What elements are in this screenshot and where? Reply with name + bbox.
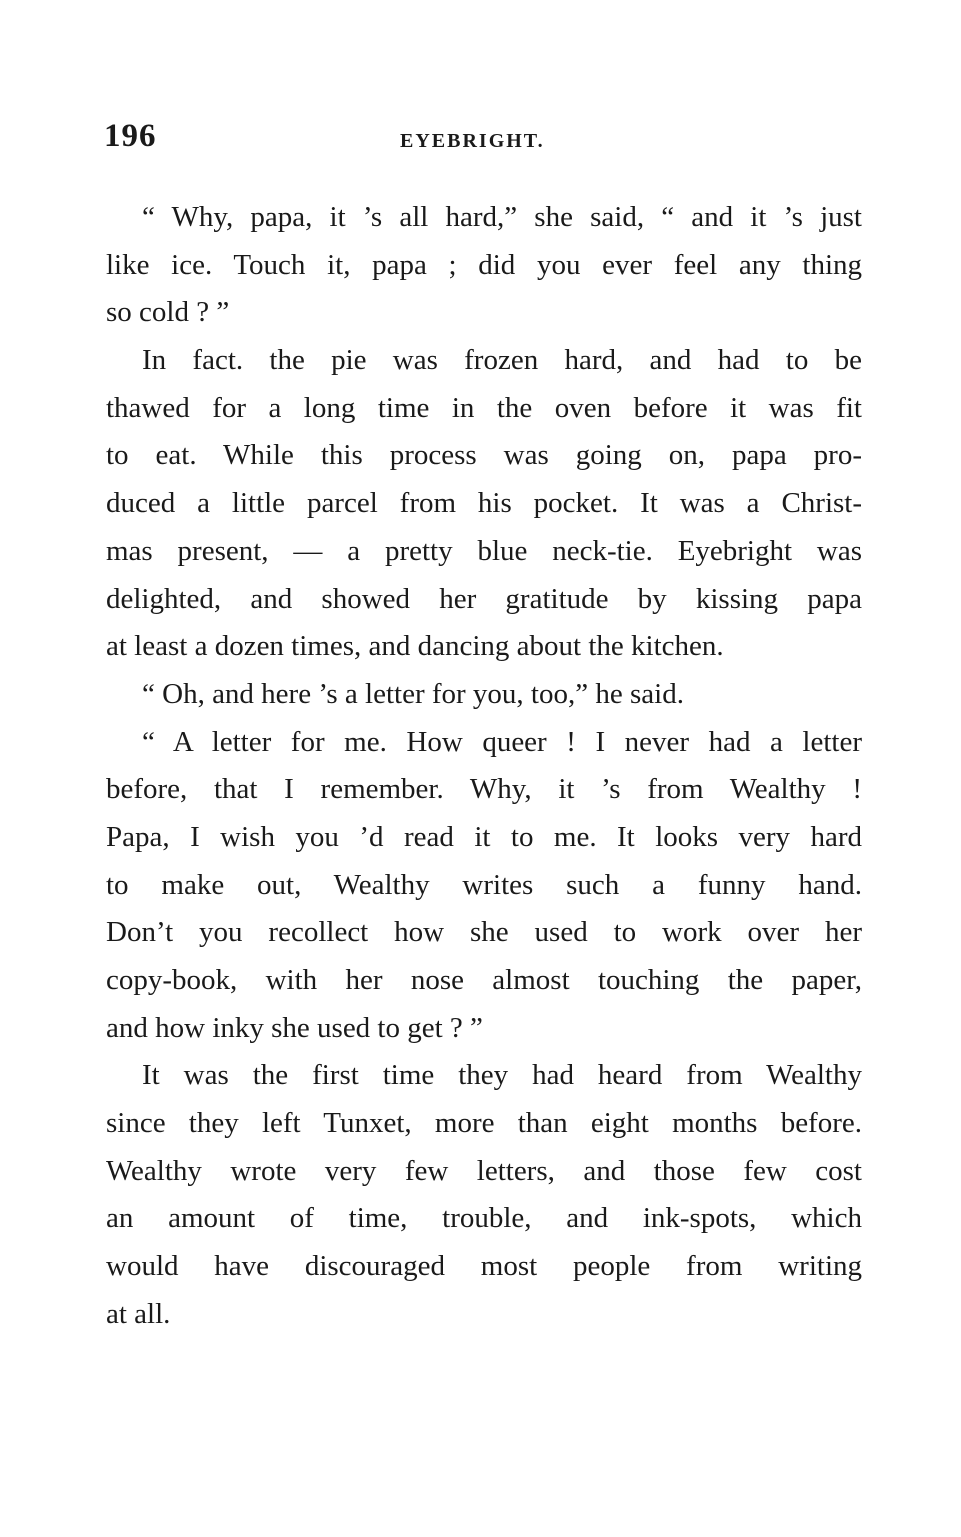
- text-line: In fact. the pie was frozen hard, and had to be: [142, 344, 862, 377]
- text-line: “ A letter for me. How queer ! I never had a letter: [142, 725, 862, 758]
- text-line: Papa, I wish you ’d read it to me. It looks very hard: [106, 820, 862, 853]
- page-number: 196: [104, 118, 157, 154]
- text-line: and how inky she used to get ? ”: [106, 1011, 483, 1044]
- body-text: [106, 194, 862, 1339]
- text-line: Wealthy wrote very few letters, and those few cost: [106, 1154, 862, 1187]
- text-line: “ Why, papa, it ’s all hard,” she said, “ and it ’s just: [142, 201, 862, 233]
- text-line: at all.: [106, 1297, 171, 1330]
- page-header: [104, 118, 864, 162]
- text-line: before, that I remember. Why, it ’s from Wealthy !: [106, 773, 862, 806]
- text-line: an amount of time, trouble, and ink-spots, which: [106, 1202, 862, 1235]
- text-line: thawed for a long time in the oven before it was fit: [106, 391, 862, 424]
- text-line: would have discouraged most people from writing: [106, 1250, 862, 1283]
- text-line: delighted, and showed her gratitude by kissing papa: [106, 582, 862, 615]
- text-line: so cold ? ”: [106, 296, 230, 329]
- text-line: to make out, Wealthy writes such a funny hand.: [106, 868, 862, 901]
- text-line: since they left Tunxet, more than eight months before.: [106, 1107, 862, 1140]
- text-line: mas present, — a pretty blue neck-tie. Eyebright was: [106, 534, 862, 567]
- text-line: duced a little parcel from his pocket. It was a Christ-: [106, 487, 862, 520]
- text-line: Don’t you recollect how she used to work over her: [106, 916, 862, 949]
- text-line: to eat. While this process was going on, papa pro-: [106, 439, 862, 472]
- text-line: at least a dozen times, and dancing about the kitchen.: [106, 630, 724, 663]
- text-line: “ Oh, and here ’s a letter for you, too,” he said.: [142, 677, 684, 710]
- text-line: It was the first time they had heard from Wealthy: [142, 1059, 862, 1092]
- text-line: like ice. Touch it, papa ; did you ever feel any thing: [106, 248, 862, 281]
- text-line: copy-book, with her nose almost touching the paper,: [106, 964, 862, 996]
- running-title: EYEBRIGHT.: [400, 130, 545, 152]
